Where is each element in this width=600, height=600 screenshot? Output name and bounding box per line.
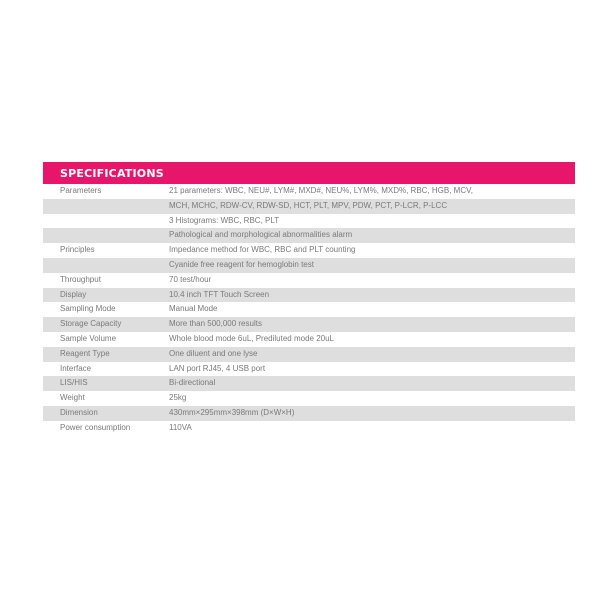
spec-label: Parameters bbox=[60, 186, 102, 195]
spec-value: MCH, MCHC, RDW-CV, RDW-SD, HCT, PLT, MPV, PDW, PCT, P-LCR, P-LCC bbox=[169, 199, 575, 214]
spec-value: More than 500,000 results bbox=[169, 317, 575, 332]
spec-label: Dimension bbox=[43, 406, 169, 421]
spec-label bbox=[43, 228, 169, 243]
spec-label: LIS/HIS bbox=[43, 376, 169, 391]
spec-label bbox=[43, 214, 169, 229]
spec-label: Power consumption bbox=[60, 422, 131, 432]
spec-label: Display bbox=[43, 288, 169, 303]
specifications-title: SPECIFICATIONS bbox=[60, 166, 164, 180]
spec-row-parameters-cont-1 bbox=[43, 199, 575, 214]
specifications-table bbox=[43, 184, 575, 436]
spec-row-parameters-cont-2 bbox=[43, 214, 575, 229]
spec-row-reagent-type bbox=[43, 347, 575, 362]
spec-row-throughput bbox=[43, 273, 575, 288]
spec-value: Bi-directional bbox=[169, 376, 575, 391]
spec-label bbox=[43, 199, 169, 214]
spec-row-dimension bbox=[43, 406, 575, 421]
spec-value: 3 Histograms: WBC, RBC, PLT bbox=[169, 215, 280, 225]
spec-value: Cyanide free reagent for hemoglobin test bbox=[169, 258, 575, 273]
spec-label: Reagent Type bbox=[43, 347, 169, 362]
spec-value: One diluent and one lyse bbox=[169, 347, 575, 362]
spec-row-lis-his bbox=[43, 376, 575, 391]
spec-label: Weight bbox=[60, 393, 85, 403]
spec-label: Sampling Mode bbox=[60, 304, 116, 314]
spec-row-power-consumption bbox=[43, 421, 575, 436]
spec-row-principles bbox=[43, 243, 575, 258]
spec-label: Sample Volume bbox=[60, 333, 117, 343]
spec-row-parameters bbox=[43, 184, 575, 199]
specifications-panel bbox=[43, 162, 575, 436]
spec-value: Impedance method for WBC, RBC and PLT counting bbox=[169, 245, 356, 255]
spec-row-storage-capacity bbox=[43, 317, 575, 332]
spec-value: Whole blood mode 6uL, Prediluted mode 20uL bbox=[169, 333, 334, 343]
spec-value: 25kg bbox=[169, 393, 187, 403]
spec-value: LAN port RJ45, 4 USB port bbox=[169, 363, 266, 373]
specifications-header bbox=[43, 162, 575, 184]
spec-row-sampling-mode bbox=[43, 302, 575, 317]
spec-row-interface bbox=[43, 362, 575, 377]
spec-label: Principles bbox=[60, 245, 95, 255]
spec-value: 430mm×295mm×398mm (D×W×H) bbox=[169, 406, 575, 421]
spec-row-weight bbox=[43, 391, 575, 406]
spec-value: 70 test/hour bbox=[169, 274, 212, 284]
spec-label: Throughput bbox=[60, 274, 101, 284]
spec-row-principles-cont bbox=[43, 258, 575, 273]
spec-value: 10.4 inch TFT Touch Screen bbox=[169, 288, 575, 303]
spec-label bbox=[43, 258, 169, 273]
specifications-table-body bbox=[43, 184, 575, 436]
spec-row-sample-volume bbox=[43, 332, 575, 347]
spec-label: Storage Capacity bbox=[43, 317, 169, 332]
spec-label: Interface bbox=[60, 363, 92, 373]
spec-value: Pathological and morphological abnormalities alarm bbox=[169, 228, 575, 243]
spec-value: 110VA bbox=[169, 422, 192, 432]
spec-value: Manual Mode bbox=[169, 304, 218, 314]
spec-value: 21 parameters: WBC, NEU#, LYM#, MXD#, NEU%, LYM%, MXD%, RBC, HGB, MCV, bbox=[169, 186, 473, 195]
spec-row-display bbox=[43, 288, 575, 303]
spec-row-parameters-cont-3 bbox=[43, 228, 575, 243]
